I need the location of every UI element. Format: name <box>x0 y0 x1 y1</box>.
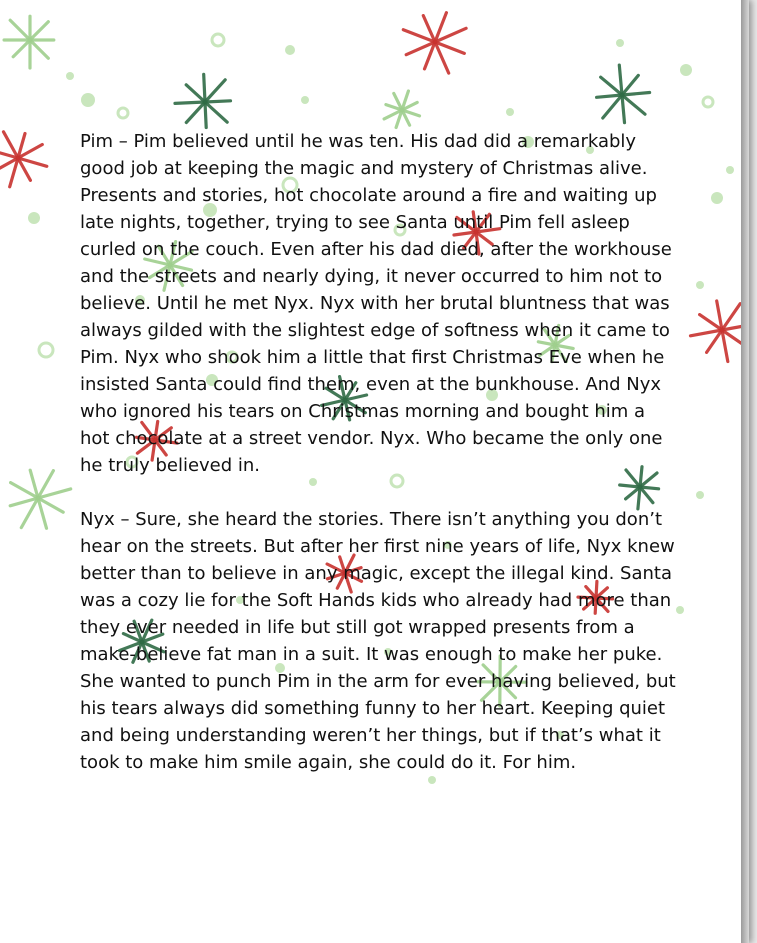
snow-dot <box>28 212 40 224</box>
snow-dot <box>118 108 128 118</box>
page-edge <box>741 0 749 943</box>
snowflake-star-icon <box>384 91 419 128</box>
snow-dot <box>726 166 734 174</box>
snow-dot <box>616 39 624 47</box>
snow-dot <box>212 34 224 46</box>
snow-dot <box>696 491 704 499</box>
paragraph-pim: Pim – Pim believed until he was ten. His dad did a remarkably good job at keeping the magic and mystery of Christmas alive. Presents and stories, hot chocolate around a fire and waiting up late nights, together, trying to see Santa until Pim fell asleep curled on the couch. Even after his dad died, after the workhouse and the streets and nearly dying, it never occurred to him not to believe. Until he met Nyx. Nyx with her brutal bluntness that was always gilded with the slightest edge of softness when it came to Pim. Nyx who shook him a little that first Christmas Eve when he insisted Santa could find them, even at the bunkhouse. And Nyx who ignored his tears on Christmas morning and bought him a hot chocolate at a street vendor. Nyx. Who became the only one he truly believed in. <box>80 131 672 476</box>
snow-dot <box>428 776 436 784</box>
snowflake-star-icon <box>597 65 650 123</box>
snow-dot <box>66 72 74 80</box>
snow-dot <box>696 281 704 289</box>
snow-dot <box>711 192 723 204</box>
snow-dot <box>506 108 514 116</box>
snow-dot <box>39 343 53 357</box>
snow-dot <box>703 97 713 107</box>
snowflake-star-icon <box>403 13 466 73</box>
snowflake-star-icon <box>10 470 70 528</box>
snow-dot <box>680 64 692 76</box>
snow-dot <box>81 93 95 107</box>
snow-dot <box>301 96 309 104</box>
snowflake-star-icon <box>0 132 47 187</box>
snow-dot <box>309 478 317 486</box>
snowflake-star-icon <box>175 74 231 127</box>
snow-dot <box>285 45 295 55</box>
snowflake-star-icon <box>4 16 54 68</box>
paragraph-nyx: Nyx – Sure, she heard the stories. There isn’t anything you don’t hear on the streets. But after her first nine years of life, Nyx knew better than to believe in any magic, except the illegal kind. Santa was a cozy lie for the Soft Hands kids who already had more than they ever needed in life but still got wrapped presents from a make-believe fat man in a suit. It was enough to make her puke. She wanted to punch Pim in the arm for ever having believed, but his tears always did something funny to her heart. Keeping quiet and being understanding weren’t her things, but if that’s what it took to make him smile again, she could do it. For him. <box>80 509 676 773</box>
